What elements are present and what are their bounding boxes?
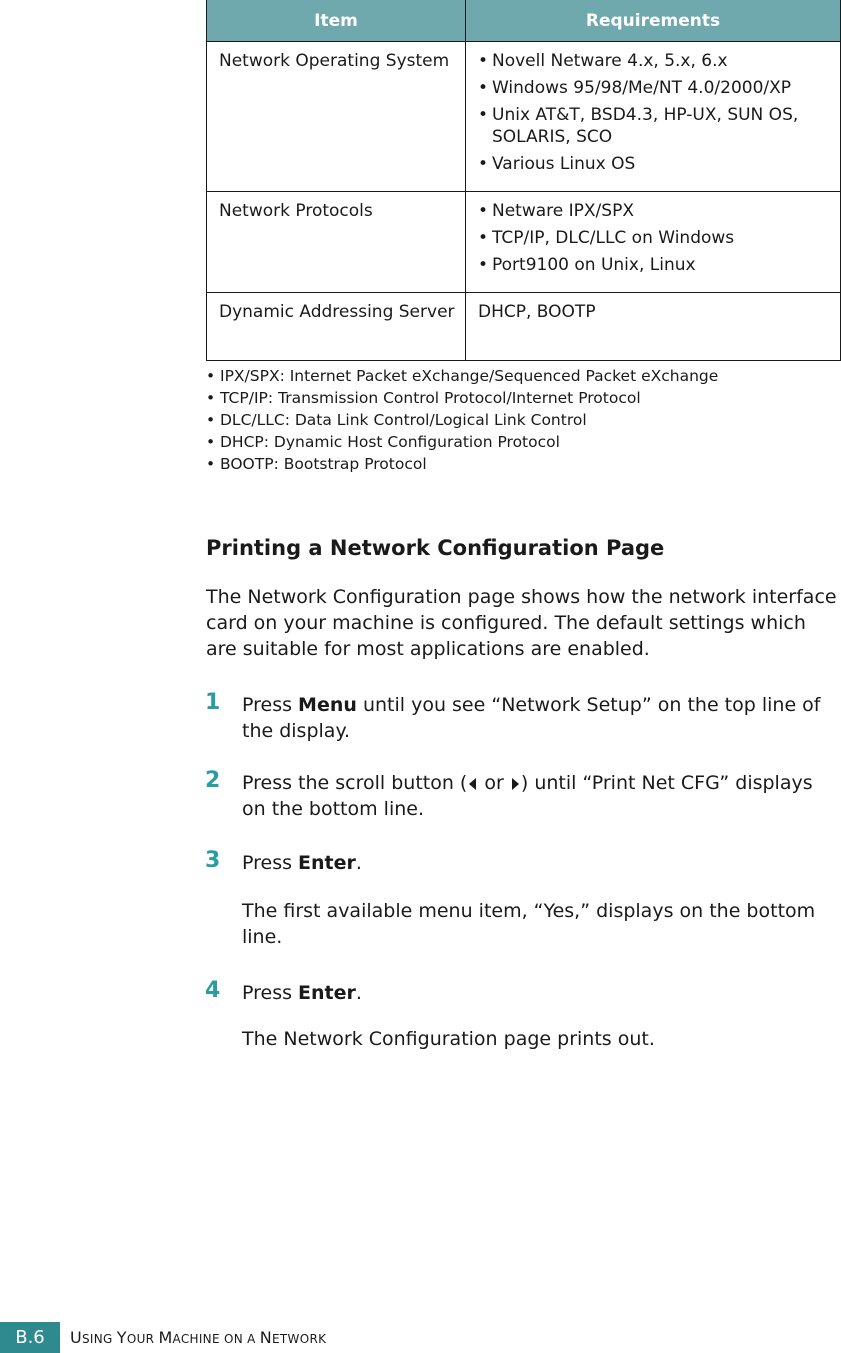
step-number: 2 — [205, 768, 221, 793]
list-item: • Various Linux OS — [478, 153, 830, 175]
left-arrow-icon — [469, 778, 476, 790]
note-item: • DHCP: Dynamic Host Configuration Protocol — [206, 431, 718, 453]
table-row — [207, 293, 841, 361]
step-number: 1 — [205, 690, 221, 715]
header-item: Item — [207, 0, 466, 42]
page-number: B.6 — [0, 1322, 60, 1353]
step-text: Press Enter. — [242, 982, 362, 1004]
table-row — [207, 192, 841, 293]
list-item: • Port9100 on Unix, Linux — [478, 254, 830, 276]
header-requirements: Requirements — [466, 0, 841, 42]
chapter-title: USING YOUR MACHINE ON A NETWORK — [70, 1328, 327, 1347]
step-note: The first available menu item, “Yes,” displays on the bottom line. — [242, 900, 816, 948]
section-intro: The Network Configuration page shows how the network interface card on your machine is configured. The default settings which are suitable for most applications are enabled. — [206, 586, 837, 660]
step-note: The Network Configuration page prints out. — [242, 1028, 655, 1050]
row-requirements-nos — [466, 42, 841, 192]
note-item: • IPX/SPX: Internet Packet eXchange/Sequenced Packet eXchange — [206, 365, 718, 387]
row-requirements-protocols — [466, 192, 841, 293]
step-number: 3 — [205, 848, 221, 873]
note-item: • DLC/LLC: Data Link Control/Logical Link Control — [206, 409, 718, 431]
requirements-table — [206, 0, 841, 361]
right-arrow-icon — [512, 778, 519, 790]
row-value-dhcp: DHCP, BOOTP — [466, 293, 841, 361]
note-item: • TCP/IP: Transmission Control Protocol/Internet Protocol — [206, 387, 718, 409]
enter-key-label: Enter — [298, 852, 356, 874]
section-title: Printing a Network Configuration Page — [206, 536, 665, 560]
step-text: Press Menu until you see “Network Setup” on the top line of the display. — [242, 694, 821, 742]
note-item: • BOOTP: Bootstrap Protocol — [206, 453, 718, 475]
menu-key-label: Menu — [298, 694, 357, 716]
enter-key-label: Enter — [298, 982, 356, 1004]
row-item-dhcp: Dynamic Addressing Server — [207, 293, 466, 361]
step-number: 4 — [205, 978, 221, 1003]
list-item: • Unix AT&T, BSD4.3, HP-UX, SUN OS, SOLARIS, SCO — [478, 104, 830, 148]
row-item-protocols: Network Protocols — [207, 192, 466, 293]
step-text: Press Enter. — [242, 852, 362, 874]
row-item-nos: Network Operating System — [207, 42, 466, 192]
table-row — [207, 42, 841, 192]
step-text: Press the scroll button ( or ) until “Print Net CFG” displays on the bottom line. — [242, 772, 813, 820]
list-item: • Windows 95/98/Me/NT 4.0/2000/XP — [478, 77, 830, 99]
list-item: • Netware IPX/SPX — [478, 200, 830, 222]
abbreviation-notes — [206, 365, 718, 475]
list-item: • Novell Netware 4.x, 5.x, 6.x — [478, 50, 830, 72]
list-item: • TCP/IP, DLC/LLC on Windows — [478, 227, 830, 249]
